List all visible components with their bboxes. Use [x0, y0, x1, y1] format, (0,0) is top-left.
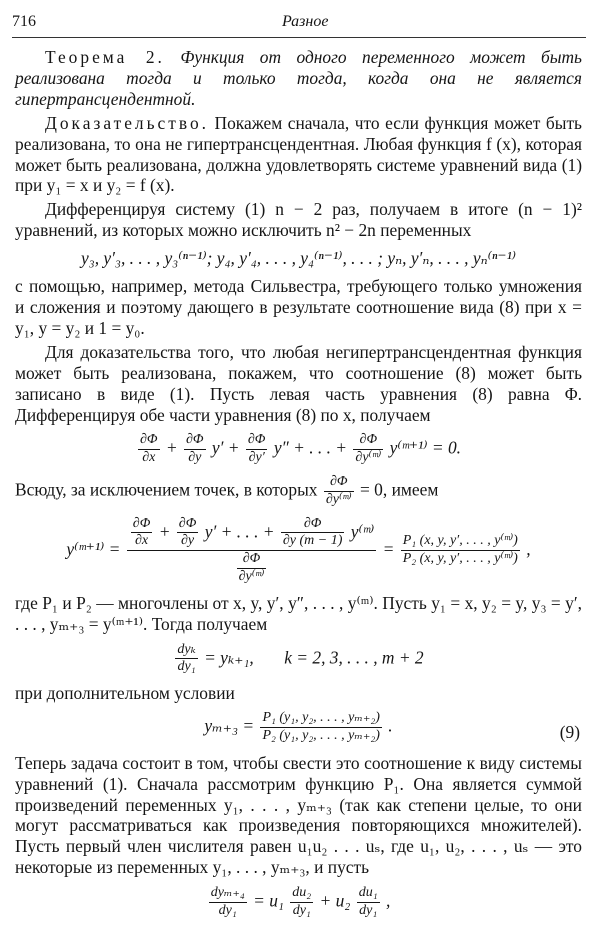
fraction: $\frac{\text{dyₖ}}{\text{dy₁}}$ [177, 641, 196, 675]
theorem-text: Функция от одного переменного может быть реализована тогда и только тогда, когда она не является гипертрансцендентной. [15, 47, 582, 109]
proof-paragraph-7: при дополнительном условии [15, 683, 235, 704]
theorem-label: Теорема 2. [45, 47, 165, 67]
fraction: $\frac{\text{dyₘ₊₄}}{\text{dy₁}}$ [210, 885, 245, 918]
fraction: $\frac{\text{P₁ (x, y, y′, . . . , y⁽ᵐ⁾)}}{\text{P₂ (x, y, y′, . . . , y⁽ᵐ⁾)}}$ [402, 533, 518, 567]
proof-paragraph-8: Теперь задача состоит в том, чтобы свести это соотношение к виду системы уравнений (1). Сначала рассмотрим функцию P₁. Она является суммой произведений переменных y₁, . . . , yₘ₊₃ (так как степени целые, то они могут рассматриваться как произведения повторяющихся множителей). Пусть первый член числителя равен u₁u₂ . . . uₛ, где u₁, u₂, . . . , uₛ — это некоторые из переменных y₁, . . . , yₘ₊₃, и пусть [15, 752, 582, 878]
fraction: $\frac{\partial\Phi}{\partial y}$ [185, 432, 204, 466]
header-rule [12, 37, 586, 38]
fraction: $\frac{\partial\Phi}{\text{∂y⁽ᵐ⁾}}$ [325, 474, 352, 507]
proof-paragraph-5: Всюду, за исключением точек, в которых $\frac{\partial\Phi}{\text{∂y⁽ᵐ⁾}}$ = 0, имеем [15, 474, 439, 507]
theorem-paragraph [15, 47, 582, 110]
fraction: $\frac{\text{du₂}}{\text{dy₁}}$ [292, 885, 312, 918]
fraction: $\frac{\text{du₁}}{\text{dy₁}}$ [358, 885, 378, 918]
proof-p1-text: Покажем сначала, что если функция может быть реализована, то она не гипертрансцендентная. Любая функция f (x), которая может быть реализована, должна удовлетворять системе уравнений вида (1) при y₁ = x и y₂ = f (x). [15, 112, 582, 196]
equation-9: yₘ₊₃ = $\frac{\text{P₁ (y₁, y₂, . . . , yₘ₊₂)}}{\text{P₂ (y₁, y₂, . . . , yₘ₊₂)}}$ . (9) [204, 710, 580, 743]
page-header [12, 13, 586, 35]
eliminated-variables-formula: y₃, y′₃, . . . , y₃⁽ⁿ⁻¹⁾; y₄, y′₄, . . . , y₄⁽ⁿ⁻¹⁾, . . . ; yₙ, y′ₙ, . . . , yₙ⁽ⁿ⁻¹⁾ [80, 248, 517, 269]
fraction: $\frac{\partial\Phi}{\partial y'}$ [247, 432, 266, 466]
running-head: Разное [282, 13, 329, 30]
proof-paragraph-6: где P₁ и P₂ — многочлены от x, y, y′, y″, . . . , y⁽ᵐ⁾. Пусть y₁ = x, y₂ = y, y₃ = y′, . . . , yₘ₊₃ = y⁽ᵐ⁺¹⁾. Тогда получаем [15, 592, 582, 634]
page-body [15, 47, 582, 927]
page-number: 716 [12, 13, 36, 30]
equation-total-derivative: $\frac{\partial\Phi}{\partial x}$ + $\frac{\partial\Phi}{\partial y}$ y′ + $\frac{\partial\Phi}{\partial y'}$ y″ + . . . + $\frac{\partial\Phi}{\text{∂y⁽ᵐ⁾}}$ y⁽ᵐ⁺¹⁾ = 0. [139, 432, 462, 466]
big-fraction: $\frac{\partial\Phi}{\partial x}$ + $\frac{\partial\Phi}{\partial y}$ y′ + . . . + $\frac{\partial\Phi}{\partial y (m - 1)}$ y⁽ᵐ⁾ $\frac{\partial\Phi}{\text{∂y⁽ᵐ⁾}}$ [127, 516, 376, 586]
proof-paragraph-1 [15, 113, 582, 197]
proof-paragraph-4: Для доказательства того, что любая негипертрансцендентная функция может быть реализована, покажем, что соотношение (8) может быть записано в виде (1). Пусть левая часть уравнения (8) равна Φ. Дифференцируя обе части уравнения (8) по x, получаем [15, 341, 582, 425]
equation-highest-derivative: y⁽ᵐ⁺¹⁾ = $\frac{\partial\Phi}{\partial x}$ + $\frac{\partial\Phi}{\partial y}$ y′ + . . . + $\frac{\partial\Phi}{\partial y (m - 1)}$ y⁽ᵐ⁾ $\frac{\partial\Phi}{\text{∂y⁽ᵐ⁾}}$ = $\frac{\text{P₁ (x, y, y′, . . . , y⁽ᵐ⁾)}}{\text{P₂ (x, y, y′, . . . , y⁽ᵐ⁾)}}$ , [66, 515, 531, 584]
fraction: $\frac{\partial\Phi}{\partial x}$ [139, 432, 158, 466]
proof-paragraph-2: Дифференцируя систему (1) n − 2 раз, получаем в итоге (n − 1)² уравнений, из которых можно исключить n² − 2n переменных [15, 199, 582, 241]
equation-product-derivative: $\frac{\text{dyₘ₊₄}}{\text{dy₁}}$ = u₁ $\frac{\text{du₂}}{\text{dy₁}}$ + u₂ $\frac{\text{du₁}}{\text{dy₁}}$ , [210, 885, 391, 918]
proof-paragraph-3: с помощью, например, метода Сильвестра, требующего только умножения и сложения и поэтому дающего в результате соотношение вида (8) при x = y₁, y = y₂ и 1 = y₀. [15, 276, 582, 338]
equation-recurrence: $\frac{\text{dyₖ}}{\text{dy₁}}$ = yₖ₊₁, k = 2, 3, . . . , m + 2 [177, 641, 424, 675]
fraction: $\frac{\text{P₁ (y₁, y₂, . . . , yₘ₊₂)}}{\text{P₂ (y₁, y₂, . . . , yₘ₊₂)}}$ [262, 710, 380, 743]
equation-number: (9) [559, 722, 580, 743]
proof-label: Доказательство. [45, 112, 209, 133]
fraction: $\frac{\partial\Phi}{\text{∂y⁽ᵐ⁾}}$ [355, 432, 382, 466]
